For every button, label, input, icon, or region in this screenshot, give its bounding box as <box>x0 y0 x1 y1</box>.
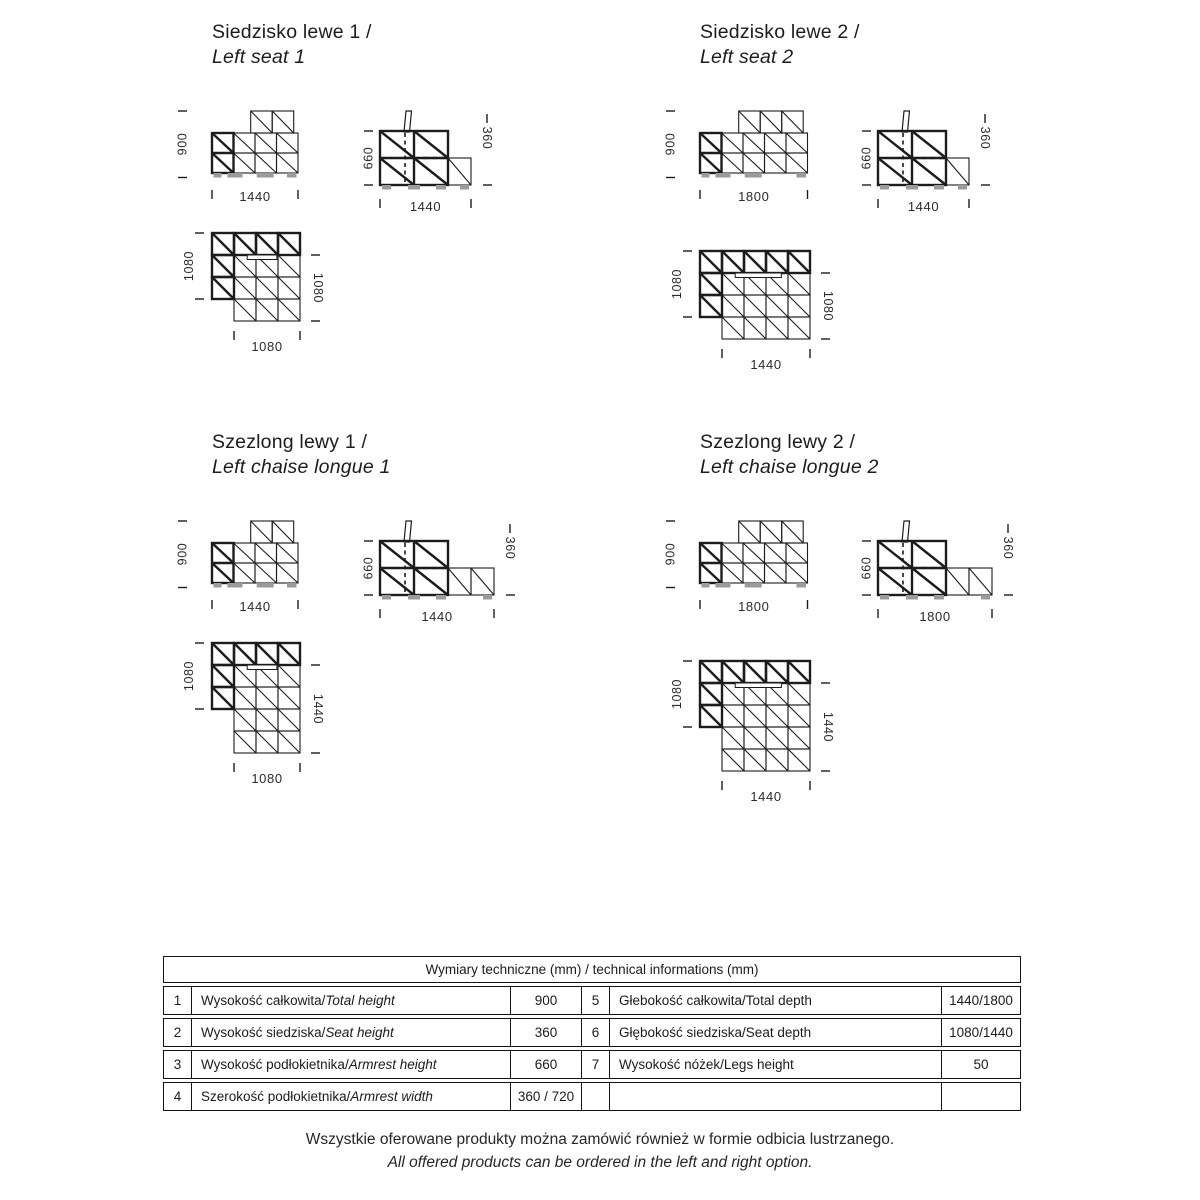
front-view-drawing <box>170 510 350 628</box>
svg-text:1800: 1800 <box>919 609 951 624</box>
top-view-drawing <box>170 219 355 357</box>
dimension-label-en: Total height <box>325 993 395 1008</box>
table-row <box>163 986 1021 1015</box>
svg-text:660: 660 <box>361 146 376 170</box>
mirror-option-note <box>0 1128 1200 1174</box>
panel-left-chaise-longue-1 <box>170 424 660 824</box>
side-view-drawing <box>858 510 1036 632</box>
technical-dimensions-table <box>163 956 1021 1111</box>
svg-text:1800: 1800 <box>738 189 770 204</box>
svg-text:1800: 1800 <box>738 599 770 614</box>
panel-left-seat-1 <box>170 14 660 414</box>
svg-text:900: 900 <box>663 542 678 566</box>
svg-text:660: 660 <box>361 556 376 580</box>
svg-text:1080: 1080 <box>670 678 684 710</box>
dimension-label: Głebokość całkowita/Total depth <box>609 987 941 1014</box>
row-number: 4 <box>173 1089 182 1104</box>
dimension-label <box>191 1051 510 1078</box>
panel-title-en: Left chaise longue 1 <box>212 456 391 478</box>
svg-text:360: 360 <box>480 126 494 150</box>
panel-left-chaise-longue-2 <box>658 424 1148 824</box>
svg-text:1440: 1440 <box>750 357 782 372</box>
panel-title-pl: Szezlong lewy 1 / <box>212 431 368 453</box>
svg-text:360: 360 <box>503 536 517 560</box>
svg-text:900: 900 <box>175 132 190 156</box>
dimension-value: 360 <box>510 1019 581 1046</box>
top-view-drawing <box>170 629 355 789</box>
note-line-en: All offered products can be ordered in the left and right option. <box>387 1154 813 1171</box>
panel-title <box>212 20 372 70</box>
dimension-label <box>191 1019 510 1046</box>
svg-text:1080: 1080 <box>821 290 835 322</box>
dimension-label: Głębokość siedziska/Seat depth <box>609 1019 941 1046</box>
dimension-label <box>609 1083 941 1110</box>
panel-title-pl: Szezlong lewy 2 / <box>700 431 856 453</box>
panel-title-pl: Siedzisko lewe 1 / <box>212 21 372 43</box>
svg-text:1440: 1440 <box>821 711 835 743</box>
dimension-label <box>191 987 510 1014</box>
side-view-drawing <box>360 100 538 222</box>
side-view-drawing <box>858 100 1036 222</box>
row-number: 6 <box>581 1019 609 1046</box>
dimension-value: 660 <box>510 1051 581 1078</box>
dimension-label: Wysokość nóżek/Legs height <box>609 1051 941 1078</box>
dimension-value <box>941 1083 1020 1110</box>
table-row <box>163 1082 1021 1111</box>
svg-text:1440: 1440 <box>239 189 271 204</box>
table-row <box>163 1050 1021 1079</box>
svg-text:1440: 1440 <box>907 199 940 214</box>
svg-text:660: 660 <box>859 146 874 170</box>
dimension-label-en: Seat height <box>325 1025 394 1040</box>
panel-title-en: Left seat 1 <box>212 46 306 68</box>
svg-text:900: 900 <box>663 132 678 156</box>
svg-text:660: 660 <box>859 556 874 580</box>
side-view-drawing <box>360 510 538 632</box>
svg-text:1440: 1440 <box>239 599 271 614</box>
table-row <box>163 1018 1021 1047</box>
panel-title <box>700 20 860 70</box>
dimension-value: 1080/1440 <box>941 1019 1020 1046</box>
front-view-drawing <box>170 100 350 218</box>
note-line-pl: Wszystkie oferowane produkty można zamówić również w formie odbicia lustrzanego. <box>305 1131 895 1148</box>
row-number: 3 <box>173 1057 182 1072</box>
top-view-drawing <box>658 647 843 807</box>
panel-title-pl: Siedzisko lewe 2 / <box>700 21 860 43</box>
row-number: 2 <box>173 1025 182 1040</box>
panel-title <box>212 430 391 480</box>
row-number <box>581 1083 609 1110</box>
dimension-label-pl: Wysokość całkowita/ <box>201 993 326 1008</box>
row-number: 7 <box>581 1051 609 1078</box>
panel-title-en: Left seat 2 <box>700 46 794 68</box>
dimension-value: 900 <box>510 987 581 1014</box>
svg-text:900: 900 <box>175 542 190 566</box>
panel-title <box>700 430 879 480</box>
dimension-label-pl: Szerokość podłokietnika/ <box>201 1089 351 1104</box>
panel-left-seat-2 <box>658 14 1148 414</box>
row-number: 5 <box>581 987 609 1014</box>
panel-title-en: Left chaise longue 2 <box>700 456 879 478</box>
svg-text:1440: 1440 <box>409 199 442 214</box>
svg-text:1440: 1440 <box>421 609 453 624</box>
svg-text:1080: 1080 <box>182 660 196 692</box>
svg-text:1080: 1080 <box>251 339 283 354</box>
svg-text:360: 360 <box>1001 536 1015 560</box>
front-view-drawing <box>658 100 838 218</box>
svg-text:1440: 1440 <box>311 693 325 725</box>
dimension-label <box>191 1083 510 1110</box>
dimension-label-pl: Wysokość podłokietnika/ <box>201 1057 349 1072</box>
svg-text:360: 360 <box>978 126 992 150</box>
svg-text:1080: 1080 <box>182 250 196 282</box>
top-view-drawing <box>658 237 843 375</box>
svg-text:1080: 1080 <box>251 771 283 786</box>
dimension-label-en: Armrest width <box>350 1089 433 1104</box>
dimension-value: 360 / 720 <box>510 1083 581 1110</box>
table-header: Wymiary techniczne (mm) / technical informations (mm) <box>163 956 1021 983</box>
row-number: 1 <box>173 993 182 1008</box>
svg-text:1080: 1080 <box>311 272 325 304</box>
dimension-value: 50 <box>941 1051 1020 1078</box>
dimension-value: 1440/1800 <box>941 987 1020 1014</box>
svg-text:1440: 1440 <box>750 789 782 804</box>
dimension-label-en: Armrest height <box>348 1057 437 1072</box>
front-view-drawing <box>658 510 838 628</box>
svg-text:1080: 1080 <box>670 268 684 300</box>
dimension-label-pl: Wysokość siedziska/ <box>201 1025 326 1040</box>
